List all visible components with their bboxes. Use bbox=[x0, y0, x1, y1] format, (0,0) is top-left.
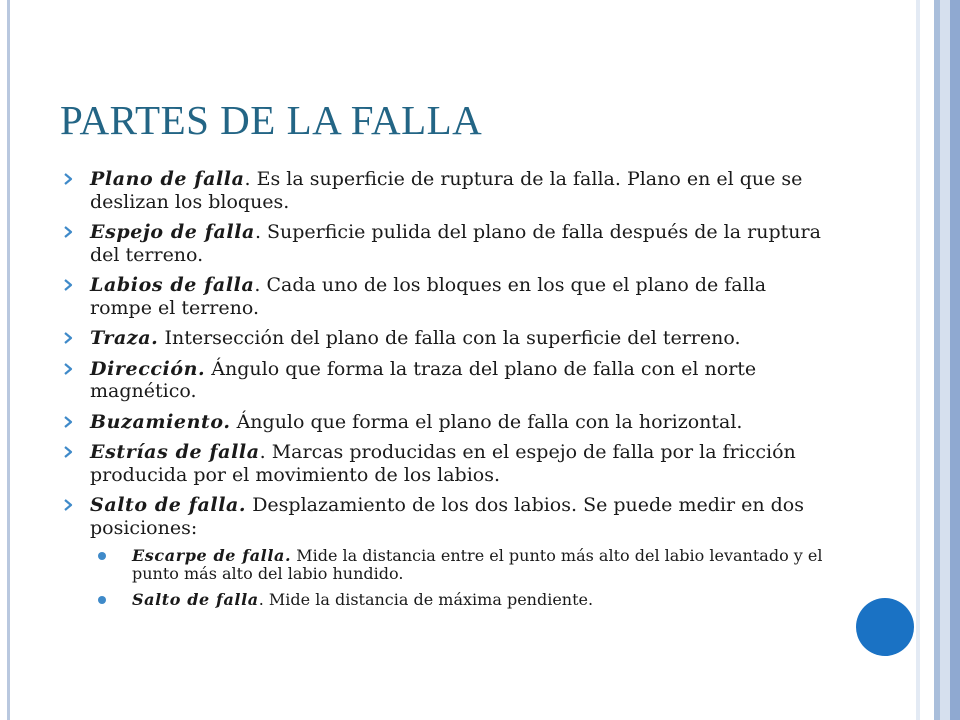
bullet-term: Plano de falla bbox=[90, 168, 245, 190]
slide-left-border bbox=[7, 0, 10, 720]
decorative-right-band bbox=[916, 0, 960, 720]
bullet-term: Dirección. bbox=[90, 357, 206, 380]
bullet-item-plano bbox=[62, 168, 830, 213]
bullet-term: Salto de falla. bbox=[90, 494, 247, 516]
bullet-icon bbox=[62, 226, 74, 238]
bullet-term: Espejo de falla bbox=[90, 221, 255, 243]
sub-bullet-dot-icon bbox=[98, 596, 106, 604]
bullet-term: Estrías de falla bbox=[90, 441, 260, 463]
bullet-item-labios bbox=[62, 274, 830, 319]
bullet-item-direccion bbox=[62, 358, 830, 403]
sub-bullet-text: Mide la distancia entre el punto más alto del labio levantado y el punto más alto del labio hundido. bbox=[132, 546, 823, 583]
sub-bullet-term: Salto de falla bbox=[132, 590, 259, 609]
bullet-text: Ángulo que forma la traza del plano de falla con el norte magnético. bbox=[90, 357, 757, 402]
bullet-term: Traza. bbox=[90, 327, 159, 349]
bullet-icon bbox=[62, 363, 74, 375]
bullet-list bbox=[62, 168, 830, 617]
decorative-circle bbox=[856, 598, 914, 656]
bullet-icon bbox=[62, 499, 74, 511]
sub-bullet-dot-icon bbox=[98, 552, 106, 560]
bullet-item-estrias bbox=[62, 441, 830, 486]
sub-bullet-term: Escarpe de falla. bbox=[132, 546, 292, 565]
bullet-item-traza bbox=[62, 327, 830, 350]
bullet-term: Buzamiento. bbox=[90, 410, 231, 433]
bullet-text: . Marcas producidas en el espejo de falla por la fricción producida por el movimiento de los labios. bbox=[90, 441, 796, 486]
bullet-icon bbox=[62, 416, 74, 428]
bullet-item-espejo bbox=[62, 221, 830, 266]
bullet-icon bbox=[62, 332, 74, 344]
bullet-icon bbox=[62, 173, 74, 185]
bullet-text: Intersección del plano de falla con la superficie del terreno. bbox=[158, 327, 741, 349]
bullet-item-salto bbox=[62, 494, 830, 539]
bullet-text: Desplazamiento de los dos labios. Se puede medir en dos posiciones: bbox=[90, 494, 804, 539]
sub-bullet-escarpe bbox=[98, 547, 830, 583]
bullet-item-buzamiento bbox=[62, 411, 830, 434]
bullet-text: . Es la superficie de ruptura de la falla. Plano en el que se deslizan los bloques. bbox=[90, 168, 803, 213]
sub-bullet-salto bbox=[98, 591, 830, 609]
bullet-icon bbox=[62, 446, 74, 458]
bullet-term: Labios de falla bbox=[90, 274, 255, 296]
bullet-icon bbox=[62, 279, 74, 291]
sub-bullet-text: . Mide la distancia de máxima pendiente. bbox=[258, 590, 594, 609]
bullet-text: Ángulo que forma el plano de falla con la horizontal. bbox=[230, 410, 743, 433]
bullet-text: . Superficie pulida del plano de falla después de la ruptura del terreno. bbox=[90, 221, 821, 266]
slide-title: PARTES DE LA FALLA bbox=[60, 97, 483, 143]
bullet-text: . Cada uno de los bloques en los que el plano de falla rompe el terreno. bbox=[90, 274, 767, 319]
